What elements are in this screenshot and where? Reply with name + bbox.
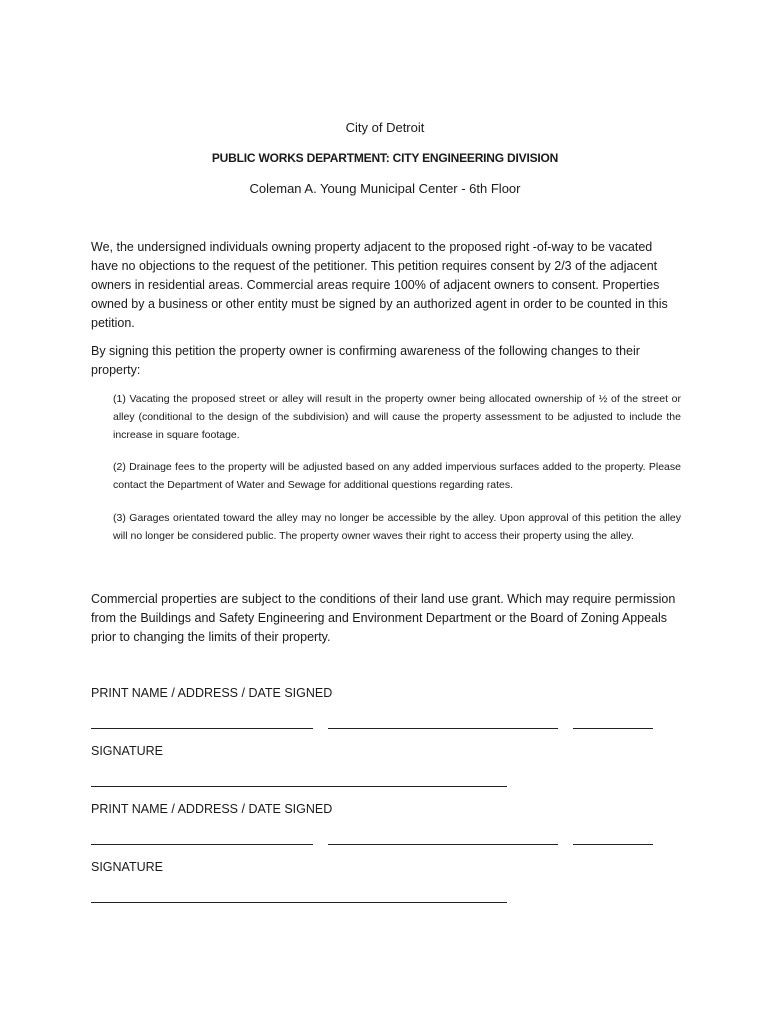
intro-paragraph: We, the undersigned individuals owning property adjacent to the proposed right -of-way to be vacated have no objections to the request of the petitioner. This petition requires consent by 2/3 of the adjacent owners in residential areas. Commercial areas require 100% of adjacent owners to consent. Properties owned by a business or other entity must be signed by an authorized agent in order to be counted in this petition.	[91, 240, 668, 330]
print-name-label: PRINT NAME / ADDRESS / DATE SIGNED	[91, 686, 333, 700]
commercial-paragraph: Commercial properties are subject to the conditions of their land use grant. Which may require permission from the Buildings and Safety Engineering and Environment Department or the Board of Zoning Appeals prior to changing the limits of their property.	[91, 592, 676, 644]
print-name-label: PRINT NAME / ADDRESS / DATE SIGNED	[91, 802, 333, 816]
office-address: Coleman A. Young Municipal Center - 6th Floor	[249, 181, 521, 196]
condition-item-3: (3) Garages orientated toward the alley may no longer be accessible by the alley. Upon approval of this petition the alley will no longer be considered public. The property owner waves their right to access their property using the alley.	[113, 512, 681, 542]
date-signed-line[interactable]	[573, 844, 653, 845]
signature-line[interactable]	[91, 786, 507, 787]
signature-line[interactable]	[91, 902, 507, 903]
print-name-line[interactable]	[91, 844, 313, 845]
date-signed-line[interactable]	[573, 728, 653, 729]
signature-label: SIGNATURE	[91, 744, 163, 758]
print-name-line[interactable]	[91, 728, 313, 729]
condition-item-1: (1) Vacating the proposed street or alley will result in the property owner being allocated ownership of ½ of the street or alley (conditional to the design of the subdivision) and will cause the property assessment to be adjusted to include the increase in square footage.	[113, 393, 681, 441]
awareness-paragraph: By signing this petition the property owner is confirming awareness of the following changes to their property:	[91, 344, 640, 377]
address-line[interactable]	[328, 728, 558, 729]
signature-label: SIGNATURE	[91, 860, 163, 874]
condition-item-2: (2) Drainage fees to the property will be adjusted based on any added impervious surfaces added to the property. Please contact the Department of Water and Sewage for additional questions regarding rates.	[113, 461, 681, 491]
city-name: City of Detroit	[345, 120, 425, 135]
document-header	[0, 120, 770, 196]
department-title: PUBLIC WORKS DEPARTMENT: CITY ENGINEERING DIVISION	[211, 151, 559, 165]
address-line[interactable]	[328, 844, 558, 845]
